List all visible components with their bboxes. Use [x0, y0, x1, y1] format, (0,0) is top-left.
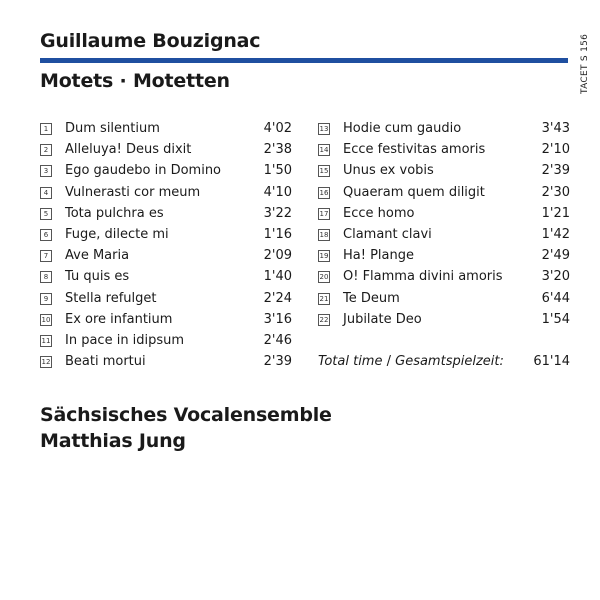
track-duration: 2'38 — [263, 142, 292, 158]
track-number: 3 — [40, 165, 52, 177]
track-row — [318, 160, 570, 181]
track-number: 17 — [319, 209, 329, 218]
track-title: Vulnerasti cor meum — [65, 184, 201, 200]
track-title: Jubilate Deo — [343, 311, 422, 327]
track-duration: 3'20 — [541, 269, 570, 285]
track-title: Dum silentium — [65, 121, 160, 136]
track-title: Tu quis es — [65, 269, 130, 285]
total-time-separator: / — [382, 354, 396, 369]
track-number: 5 — [40, 208, 52, 220]
conductor-name: Matthias Jung — [40, 430, 186, 452]
track-title: Ecce festivitas amoris — [343, 142, 486, 158]
track-number: 8 — [40, 271, 52, 283]
track-row — [318, 245, 570, 266]
track-number: 19 — [319, 252, 329, 261]
track-number: 22 — [319, 315, 329, 324]
track-list-left — [40, 118, 292, 372]
track-duration: 1'54 — [541, 311, 570, 327]
track-row — [40, 203, 292, 224]
track-row — [40, 224, 292, 245]
track-duration: 2'39 — [541, 163, 570, 179]
track-duration: 4'10 — [263, 184, 292, 200]
track-row — [40, 288, 292, 309]
track-duration: 2'24 — [263, 290, 292, 306]
track-title: Ave Maria — [65, 248, 130, 264]
track-title: Te Deum — [343, 290, 400, 306]
track-row — [40, 245, 292, 266]
track-row — [40, 266, 292, 287]
track-title: Ha! Plange — [343, 248, 414, 264]
track-duration: 1'50 — [263, 163, 292, 179]
track-title: O! Flamma divini amoris — [343, 269, 503, 285]
track-number: 6 — [40, 229, 52, 241]
track-number: 16 — [319, 188, 329, 197]
total-time-label-de: Gesamtspielzeit: — [395, 354, 504, 369]
track-row — [40, 309, 292, 330]
track-title: Ex ore infantium — [65, 311, 173, 327]
track-number: 12 — [41, 358, 51, 367]
track-title: Clamant clavi — [343, 226, 432, 242]
track-row — [40, 118, 292, 139]
track-title: Beati mortui — [65, 354, 146, 370]
title-rule — [40, 58, 568, 63]
total-time-label — [318, 351, 504, 372]
track-number: 13 — [319, 125, 329, 133]
track-row — [40, 182, 292, 203]
track-row — [40, 351, 292, 372]
track-row — [318, 224, 570, 245]
track-duration: 3'16 — [263, 311, 292, 327]
ensemble-name: Sächsisches Vocalensemble — [40, 404, 332, 426]
track-number: 18 — [319, 230, 329, 239]
track-title: Tota pulchra es — [65, 205, 164, 221]
track-duration: 1'40 — [263, 269, 292, 285]
total-time-value: 61'14 — [533, 354, 570, 369]
track-duration: 6'44 — [541, 290, 570, 306]
track-duration: 4'02 — [263, 121, 292, 136]
track-title: Fuge, dilecte mi — [65, 226, 169, 242]
track-list-right — [318, 118, 570, 330]
track-duration: 1'21 — [541, 205, 570, 221]
track-number: 11 — [41, 336, 51, 345]
track-row — [40, 160, 292, 181]
track-number: 7 — [40, 250, 52, 262]
track-duration: 2'39 — [263, 354, 292, 370]
track-number: 20 — [319, 273, 329, 282]
track-row — [318, 266, 570, 287]
catalog-number: TACET S 156 — [580, 33, 590, 94]
track-title: Hodie cum gaudio — [343, 121, 462, 136]
total-time-label-en: Total time — [318, 354, 383, 369]
track-number: 2 — [40, 144, 52, 156]
total-time — [318, 351, 570, 372]
track-title: Ego gaudebo in Domino — [65, 163, 222, 179]
track-duration: 1'42 — [541, 226, 570, 242]
track-row — [40, 330, 292, 351]
track-number: 14 — [319, 146, 329, 155]
composer-name: Guillaume Bouzignac — [40, 30, 261, 52]
track-duration: 3'22 — [263, 205, 292, 221]
track-row — [318, 139, 570, 160]
track-duration: 2'30 — [541, 184, 570, 200]
track-title: Stella refulget — [65, 290, 157, 306]
track-duration: 2'49 — [541, 248, 570, 264]
track-row — [318, 118, 570, 139]
track-number: 1 — [40, 123, 52, 135]
track-duration: 2'09 — [263, 248, 292, 264]
track-number: 15 — [319, 167, 329, 176]
track-duration: 1'16 — [263, 226, 292, 242]
track-title: In pace in idipsum — [65, 332, 185, 348]
track-row — [318, 309, 570, 330]
track-row — [318, 182, 570, 203]
track-duration: 2'10 — [541, 142, 570, 158]
track-number: 9 — [40, 293, 52, 305]
track-duration: 2'46 — [263, 332, 292, 348]
work-title: Motets · Motetten — [40, 70, 230, 92]
track-duration: 3'43 — [541, 121, 570, 136]
track-title: Ecce homo — [343, 205, 415, 221]
track-row — [318, 288, 570, 309]
track-row — [318, 203, 570, 224]
track-number: 21 — [319, 294, 329, 303]
track-number: 4 — [40, 187, 52, 199]
track-row — [40, 139, 292, 160]
track-title: Alleluya! Deus dixit — [65, 142, 192, 158]
track-title: Unus ex vobis — [343, 163, 434, 179]
track-title: Quaeram quem diligit — [343, 184, 485, 200]
track-number: 10 — [41, 315, 51, 324]
